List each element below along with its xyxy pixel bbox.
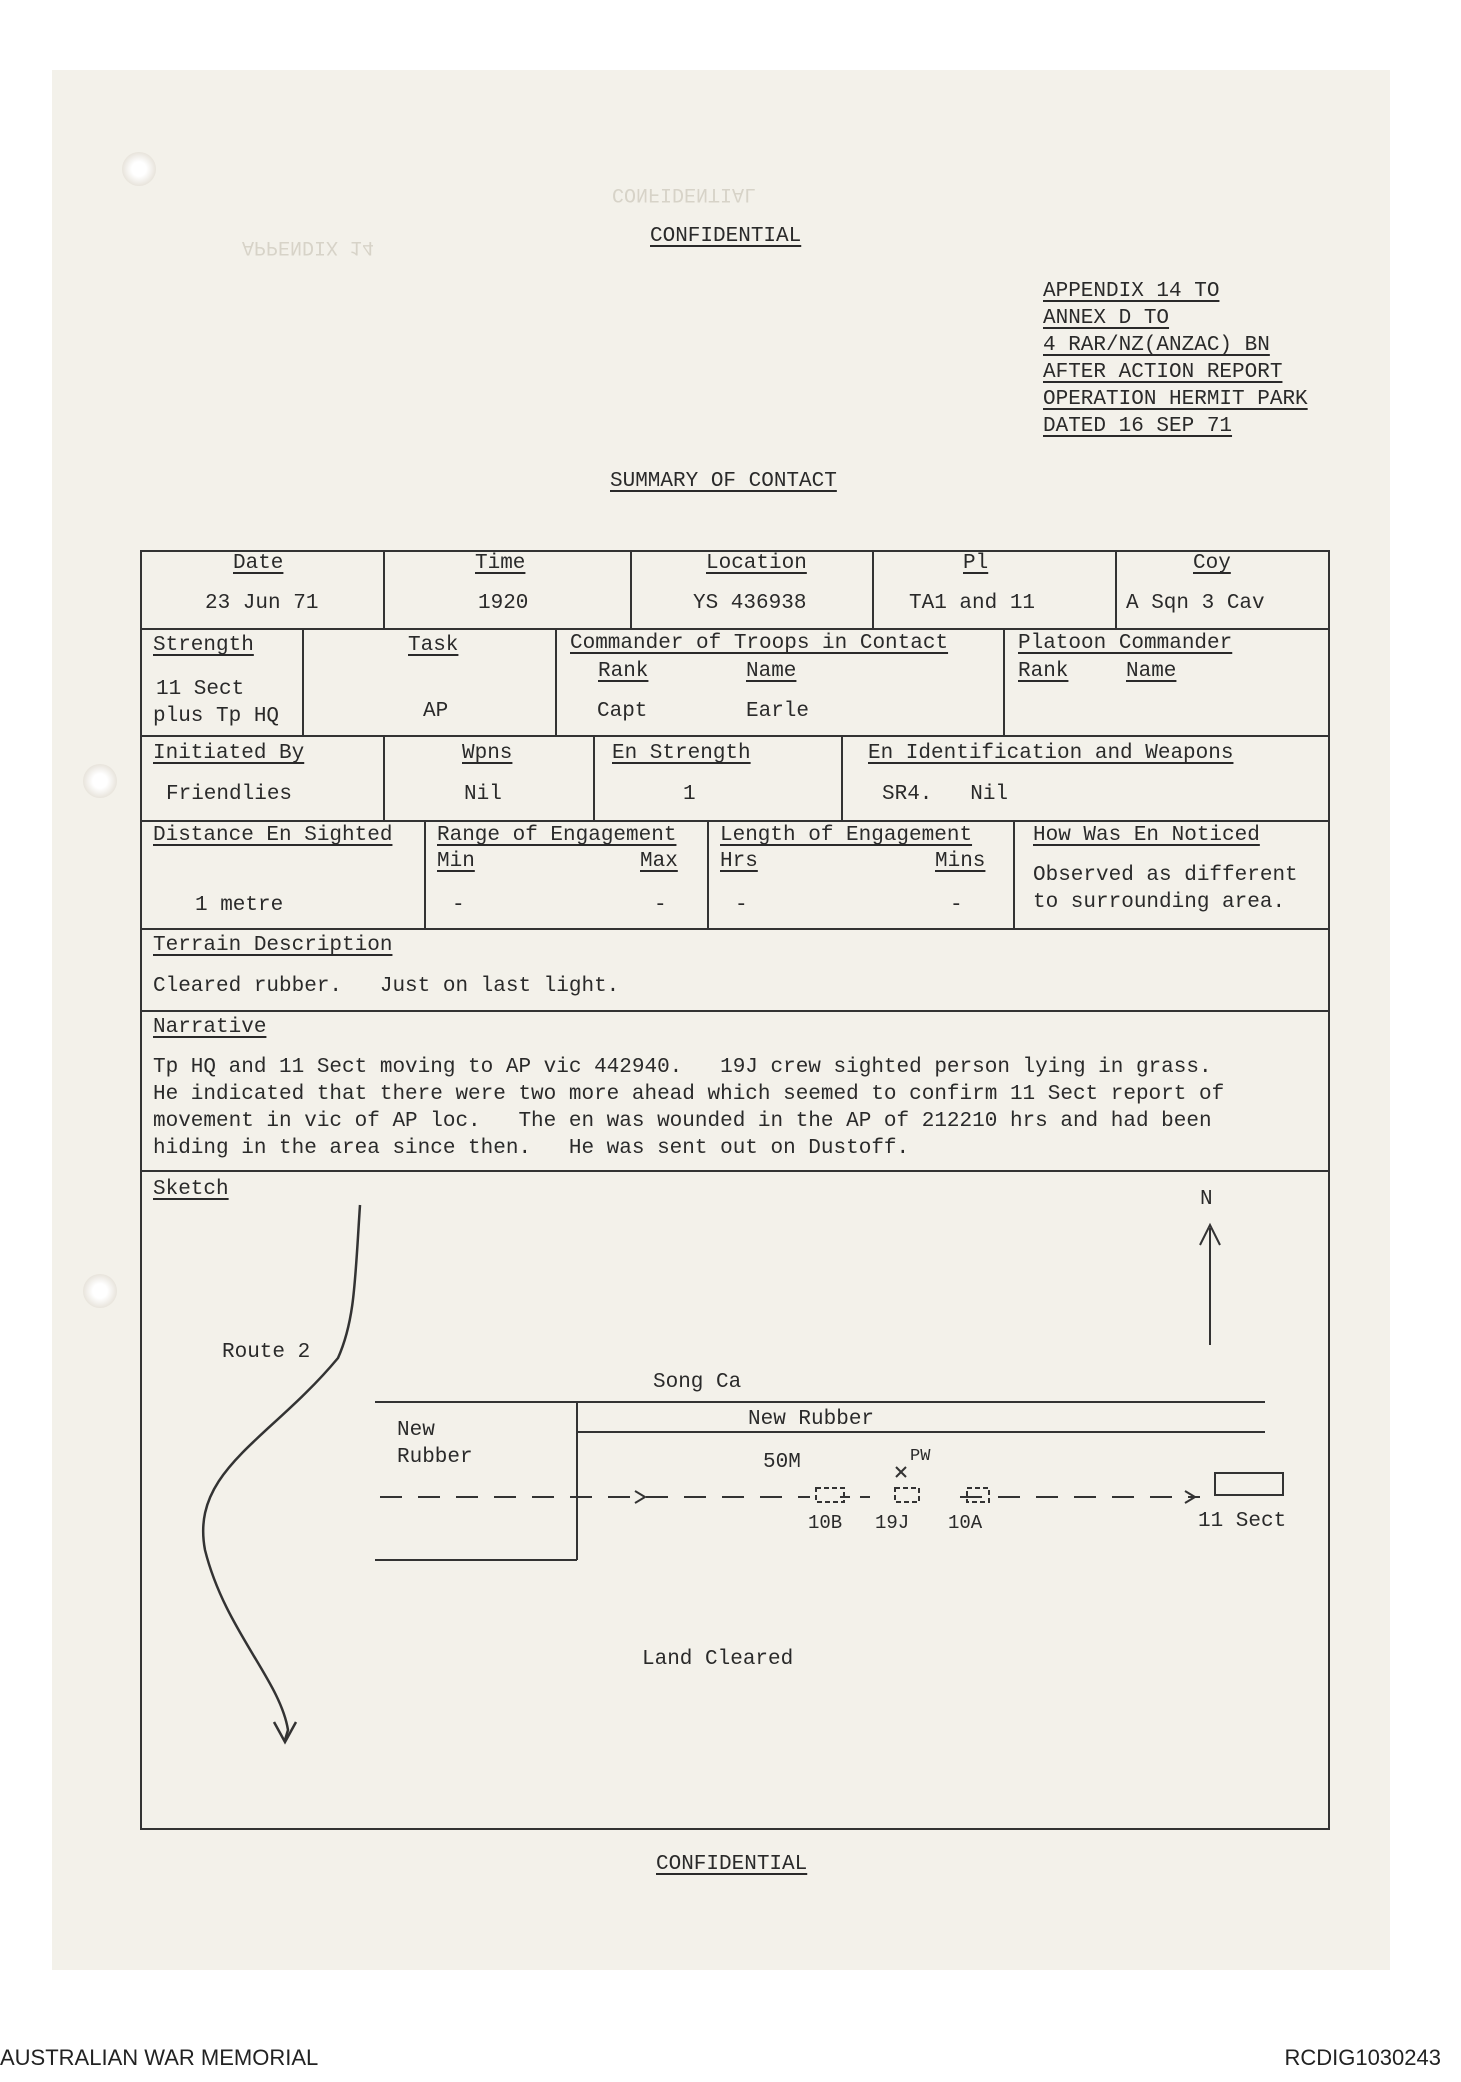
binder-hole [83, 764, 117, 798]
divider [1013, 820, 1015, 928]
strength-value: 11 Sect [156, 678, 245, 701]
noticed-label: How Was En Noticed [1033, 824, 1260, 847]
sketch-label: Sketch [153, 1178, 229, 1201]
date-label: Date [233, 552, 284, 575]
noticed-value: to surrounding area. [1033, 891, 1286, 914]
min-label: Min [437, 850, 475, 873]
vehicle-10b-icon [816, 1488, 844, 1502]
initiated-by-label: Initiated By [153, 742, 305, 765]
divider [140, 628, 1330, 630]
new-rubber-left-label: Rubber [397, 1446, 473, 1469]
en-identification-label: En Identification and Weapons [868, 742, 1234, 765]
commander-label: Commander of Troops in Contact [570, 632, 949, 655]
divider [1003, 628, 1005, 735]
task-value: AP [423, 700, 449, 723]
max-value: - [654, 894, 667, 917]
coy-value: A Sqn 3 Cav [1126, 592, 1265, 615]
distance-marker: 50M [763, 1451, 801, 1474]
mins-value: - [950, 894, 963, 917]
binder-hole [83, 1274, 117, 1308]
wpns-label: Wpns [462, 742, 513, 765]
initiated-by-value: Friendlies [166, 783, 293, 806]
time-label: Time [475, 552, 526, 575]
task-label: Task [408, 634, 459, 657]
strength-label: Strength [153, 634, 254, 657]
appendix-line: DATED 16 SEP 71 [1043, 415, 1233, 438]
location-value: YS 436938 [693, 592, 807, 615]
pl-label: Pl [963, 552, 989, 575]
vehicle-10b-label: 10B [808, 1512, 843, 1534]
appendix-line: 4 RAR/NZ(ANZAC) BN [1043, 334, 1270, 357]
platoon-rank-label: Rank [1018, 660, 1069, 683]
appendix-line: ANNEX D TO [1043, 307, 1170, 330]
eleven-sect-position-icon [1215, 1473, 1283, 1495]
wpns-value: Nil [464, 783, 502, 806]
hrs-label: Hrs [720, 850, 758, 873]
route-2-line [203, 1205, 360, 1740]
pl-value: TA1 and 11 [909, 592, 1036, 615]
appendix-line: OPERATION HERMIT PARK [1043, 388, 1308, 411]
range-label: Range of Engagement [437, 824, 677, 847]
rank-value: Capt [597, 700, 648, 723]
en-strength-value: 1 [683, 783, 696, 806]
length-label: Length of Engagement [720, 824, 973, 847]
platoon-commander-label: Platoon Commander [1018, 632, 1233, 655]
date-value: 23 Jun 71 [205, 592, 319, 615]
vehicle-10a-icon [967, 1488, 989, 1502]
en-strength-label: En Strength [612, 742, 751, 765]
coy-label: Coy [1193, 552, 1231, 575]
narrative-line: Tp HQ and 11 Sect moving to AP vic 442940. 19J crew sighted person lying in grass. [153, 1056, 1212, 1079]
divider [383, 735, 385, 820]
max-label: Max [640, 850, 678, 873]
en-identification-value: SR4. Nil [882, 783, 1009, 806]
terrain-value: Cleared rubber. Just on last light. [153, 975, 620, 998]
classification-header: CONFIDENTIAL [650, 225, 802, 248]
binder-hole [122, 152, 156, 186]
divider [1115, 550, 1117, 628]
name-label: Name [746, 660, 797, 683]
narrative-line: He indicated that there were two more ahead which seemed to confirm 11 Sect report of [153, 1083, 1225, 1106]
divider [383, 550, 385, 628]
route-label: Route 2 [222, 1341, 311, 1364]
distance-label: Distance En Sighted [153, 824, 393, 847]
divider [841, 735, 843, 820]
vehicle-19j-icon [895, 1488, 919, 1502]
classification-footer: CONFIDENTIAL [656, 1853, 808, 1876]
divider [140, 735, 1330, 737]
vehicle-10a-label: 10A [948, 1512, 983, 1534]
sketch-map [140, 1170, 1330, 1830]
archive-credit: AUSTRALIAN WAR MEMORIAL [0, 2045, 319, 2070]
eleven-sect-label: 11 Sect [1198, 1510, 1287, 1533]
mins-label: Mins [935, 850, 986, 873]
divider [140, 1010, 1330, 1012]
platoon-name-label: Name [1126, 660, 1177, 683]
rank-label: Rank [598, 660, 649, 683]
divider [872, 550, 874, 628]
bleed-through-text: APPENDIX 14 [242, 235, 375, 258]
name-value: Earle [746, 700, 810, 723]
bleed-through-text: CONFIDENTIAL [612, 182, 757, 205]
north-label: N [1200, 1188, 1213, 1211]
form-title: SUMMARY OF CONTACT [610, 470, 837, 493]
divider [140, 820, 1330, 822]
new-rubber-top-label: New Rubber [748, 1408, 875, 1431]
divider [707, 820, 709, 928]
vehicle-19j-label: 19J [875, 1512, 910, 1534]
land-cleared-label: Land Cleared [642, 1648, 794, 1671]
divider [593, 735, 595, 820]
song-ca-label: Song Ca [653, 1371, 742, 1394]
archive-reference: RCDIG1030243 [1284, 2045, 1441, 2070]
min-value: - [452, 894, 465, 917]
divider [424, 820, 426, 928]
hrs-value: - [735, 894, 748, 917]
divider [302, 628, 304, 735]
divider [140, 928, 1330, 930]
distance-value: 1 metre [195, 894, 284, 917]
narrative-line: movement in vic of AP loc. The en was wounded in the AP of 212210 hrs and had been [153, 1110, 1212, 1133]
location-label: Location [706, 552, 807, 575]
appendix-block [1043, 278, 1308, 440]
noticed-value: Observed as different [1033, 864, 1298, 887]
new-rubber-left-label: New [397, 1419, 435, 1442]
appendix-line: APPENDIX 14 TO [1043, 280, 1220, 303]
pw-label: PW [910, 1447, 931, 1466]
narrative-line: hiding in the area since then. He was sent out on Dustoff. [153, 1137, 910, 1160]
divider [630, 550, 632, 628]
terrain-label: Terrain Description [153, 934, 393, 957]
narrative-label: Narrative [153, 1016, 267, 1039]
strength-value: plus Tp HQ [153, 705, 280, 728]
time-value: 1920 [478, 592, 529, 615]
appendix-line: AFTER ACTION REPORT [1043, 361, 1283, 384]
track-arrow [635, 1491, 645, 1503]
divider [555, 628, 557, 735]
